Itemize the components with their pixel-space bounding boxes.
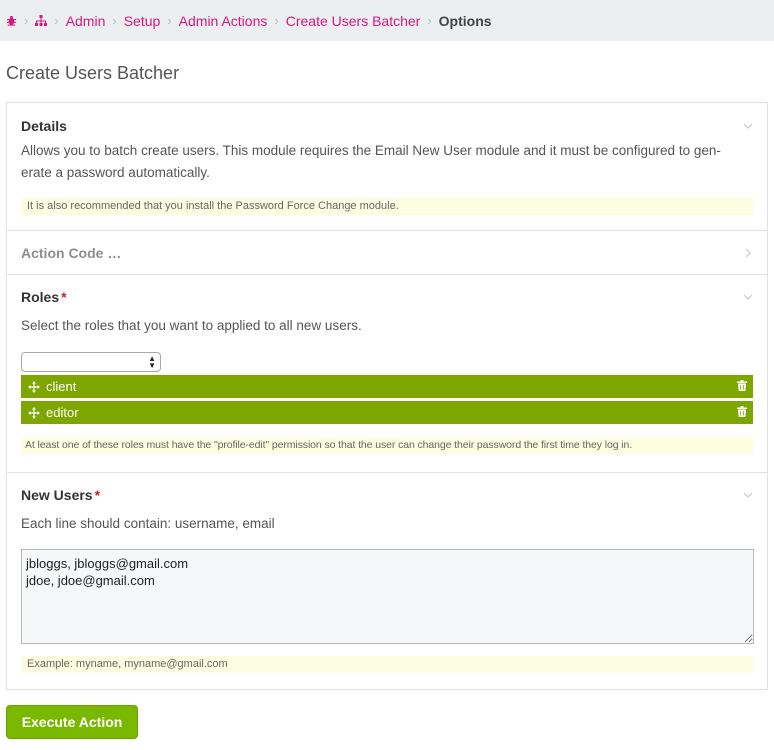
chevron-down-icon[interactable] (741, 488, 755, 502)
execute-action-button[interactable]: Execute Action (6, 705, 138, 739)
select-arrows-icon: ▲ ▼ (148, 354, 156, 370)
roles-note: At least one of these roles must have the "profile-edit" permission so that the user can change their password the first time they log in. (21, 437, 753, 454)
new-users-example: Example: myname, myname@gmail.com (21, 656, 753, 673)
roles-select[interactable] (21, 352, 161, 372)
roles-title[interactable] (21, 289, 67, 305)
breadcrumb-admin-actions[interactable]: Admin Actions (178, 12, 268, 29)
new-users-description: Each line should contain: username, email (21, 516, 275, 531)
new-users-title-label: New Users (21, 487, 93, 503)
roles-section (7, 274, 767, 472)
chevron-down-icon[interactable] (741, 290, 755, 304)
breadcrumb-setup[interactable]: Setup (123, 12, 161, 29)
breadcrumb-separator: › (167, 13, 172, 28)
chevron-down-icon[interactable] (741, 119, 755, 133)
breadcrumb-create-users-batcher[interactable]: Create Users Batcher (285, 12, 421, 29)
page-title: Create Users Batcher (6, 63, 180, 83)
roles-description: Select the roles that you want to applied to all new users. (21, 318, 362, 333)
trash-icon[interactable] (737, 406, 747, 417)
details-note: It is also recommended that you install the Password Force Change module. (21, 198, 753, 215)
sitemap-icon[interactable] (35, 15, 47, 26)
details-section (7, 103, 767, 230)
required-marker: * (94, 487, 101, 503)
breadcrumb-admin[interactable]: Admin (65, 12, 106, 29)
roles-title-label: Roles (21, 289, 60, 305)
bug-icon[interactable] (6, 15, 17, 26)
trash-icon[interactable] (737, 380, 747, 391)
role-item-editor[interactable] (21, 401, 753, 424)
breadcrumb-separator: › (112, 13, 117, 28)
action-code-section[interactable] (7, 230, 767, 274)
role-item-label: editor (46, 405, 79, 420)
role-item-label: client (46, 379, 77, 394)
chevron-right-icon[interactable] (741, 246, 755, 260)
breadcrumb-separator: › (54, 13, 59, 28)
breadcrumb-separator: › (24, 13, 29, 28)
new-users-title[interactable] (21, 487, 100, 503)
details-title[interactable]: Details (21, 118, 67, 134)
details-description-line2: erate a password automatically. (21, 165, 210, 180)
move-icon[interactable] (28, 381, 40, 393)
role-item-client[interactable] (21, 375, 753, 398)
move-icon[interactable] (28, 407, 40, 419)
breadcrumb-options: Options (438, 12, 492, 29)
breadcrumb-separator: › (274, 13, 279, 28)
details-description-line1: Allows you to batch create users. This module requires the Email New User module and it must be configured to gen- (21, 143, 721, 158)
required-marker: * (61, 289, 67, 305)
options-panel (6, 102, 768, 690)
action-code-title[interactable]: Action Code … (21, 245, 122, 261)
new-users-section (7, 472, 767, 691)
breadcrumb-separator: › (427, 13, 432, 28)
new-users-textarea[interactable] (21, 549, 754, 644)
breadcrumb (0, 0, 774, 41)
